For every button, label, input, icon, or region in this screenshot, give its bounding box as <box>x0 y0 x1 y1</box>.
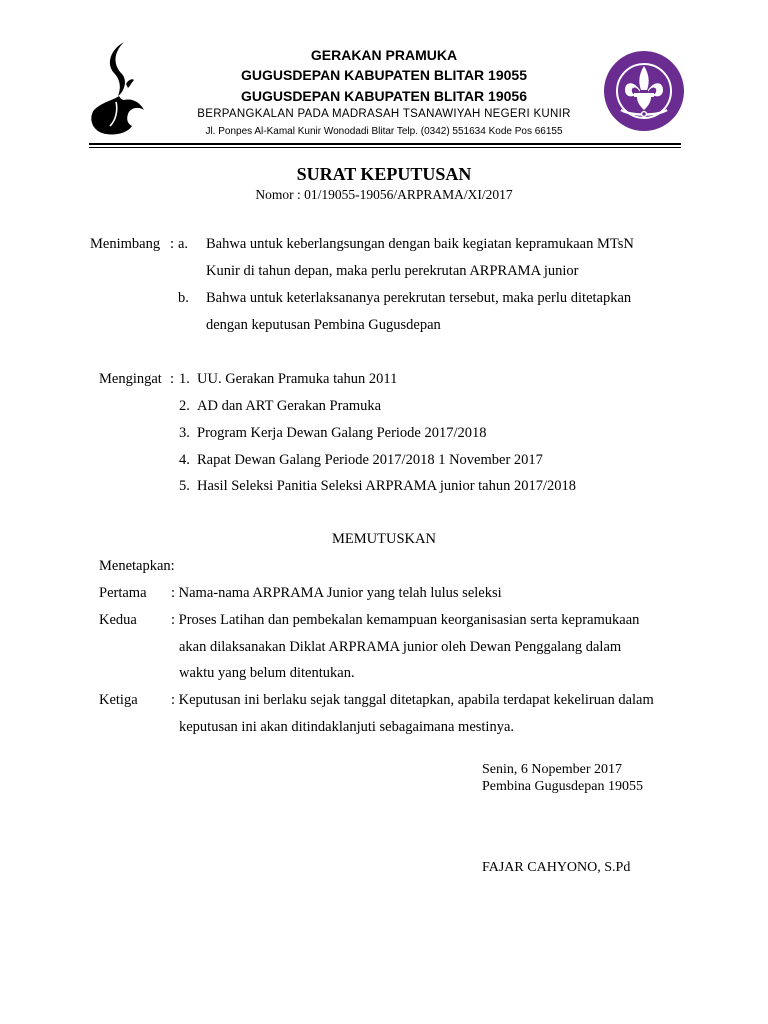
mengingat-marker-5: 5. <box>179 478 190 494</box>
menimbang-colon: : <box>170 236 175 252</box>
document-title: SURAT KEPUTUSAN <box>296 164 472 184</box>
org-name: GERAKAN PRAMUKA <box>310 47 458 63</box>
menimbang-marker-a: a. <box>178 236 189 252</box>
pertama-label: Pertama <box>99 585 147 601</box>
kedua-label: Kedua <box>99 612 137 628</box>
document-number: Nomor : 01/19055-19056/ARPRAMA/XI/2017 <box>255 187 513 202</box>
mengingat-item-4: Rapat Dewan Galang Periode 2017/2018 1 November 2017 <box>197 452 543 468</box>
pertama-text: : Nama-nama ARPRAMA Junior yang telah lulus seleksi <box>171 585 502 601</box>
mengingat-label: Mengingat <box>99 371 162 387</box>
kedua-line3: waktu yang belum ditentukan. <box>179 665 355 681</box>
address-line: Jl. Ponpes Al-Kamal Kunir Wonodadi Blitar Telp. (0342) 551634 Kode Pos 66155 <box>205 126 563 137</box>
mengingat-marker-2: 2. <box>179 398 190 414</box>
gugusdepan-19056: GUGUSDEPAN KABUPATEN BLITAR 19056 <box>240 88 527 104</box>
mengingat-item-3: Program Kerja Dewan Galang Periode 2017/2018 <box>197 425 487 441</box>
mengingat-item-1: UU. Gerakan Pramuka tahun 2011 <box>197 371 398 387</box>
menimbang-a-line1: Bahwa untuk keberlangsungan dengan baik kegiatan kepramukaan MTsN <box>206 236 634 252</box>
ketiga-label: Ketiga <box>99 692 138 708</box>
signature-role: Pembina Gugusdepan 19055 <box>482 779 643 794</box>
menimbang-b-line1: Bahwa untuk keterlaksananya perekrutan tersebut, maka perlu ditetapkan <box>206 290 632 306</box>
ketiga-line2: keputusan ini akan ditindaklanjuti sebagaimana mestinya. <box>179 719 515 735</box>
mengingat-item-5: Hasil Seleksi Panitia Seleksi ARPRAMA junior tahun 2017/2018 <box>197 478 577 494</box>
mengingat-marker-1: 1. <box>179 371 190 387</box>
mengingat-marker-3: 3. <box>179 425 190 441</box>
signature-date: Senin, 6 Nopember 2017 <box>482 762 622 777</box>
mengingat-marker-4: 4. <box>179 452 190 468</box>
kedua-line1: : Proses Latihan dan pembekalan kemampuan keorganisasian serta kepramukaan <box>171 612 640 628</box>
menetapkan-label: Menetapkan: <box>99 558 175 574</box>
memutuskan-heading: MEMUTUSKAN <box>332 531 436 547</box>
menimbang-label: Menimbang <box>90 236 161 252</box>
menimbang-marker-b: b. <box>178 290 189 306</box>
mengingat-colon: : <box>170 371 175 387</box>
signature-name: FAJAR CAHYONO, S.Pd <box>482 860 631 875</box>
menimbang-b-line2: dengan keputusan Pembina Gugusdepan <box>206 317 441 333</box>
menimbang-a-line2: Kunir di tahun depan, maka perlu perekrutan ARPRAMA junior <box>206 263 579 279</box>
ketiga-line1: : Keputusan ini berlaku sejak tanggal ditetapkan, apabila terdapat kekeliruan dalam <box>171 692 654 708</box>
mengingat-item-2: AD dan ART Gerakan Pramuka <box>197 398 382 414</box>
header-rule-thick <box>89 143 681 145</box>
kedua-line2: akan dilaksanakan Diklat ARPRAMA junior oleh Dewan Penggalang dalam <box>179 639 622 655</box>
base-school: BERPANGKALAN PADA MADRASAH TSANAWIYAH NEGERI KUNIR <box>197 108 571 120</box>
gugusdepan-19055: GUGUSDEPAN KABUPATEN BLITAR 19055 <box>240 67 527 83</box>
header-rule-thin <box>89 147 681 148</box>
